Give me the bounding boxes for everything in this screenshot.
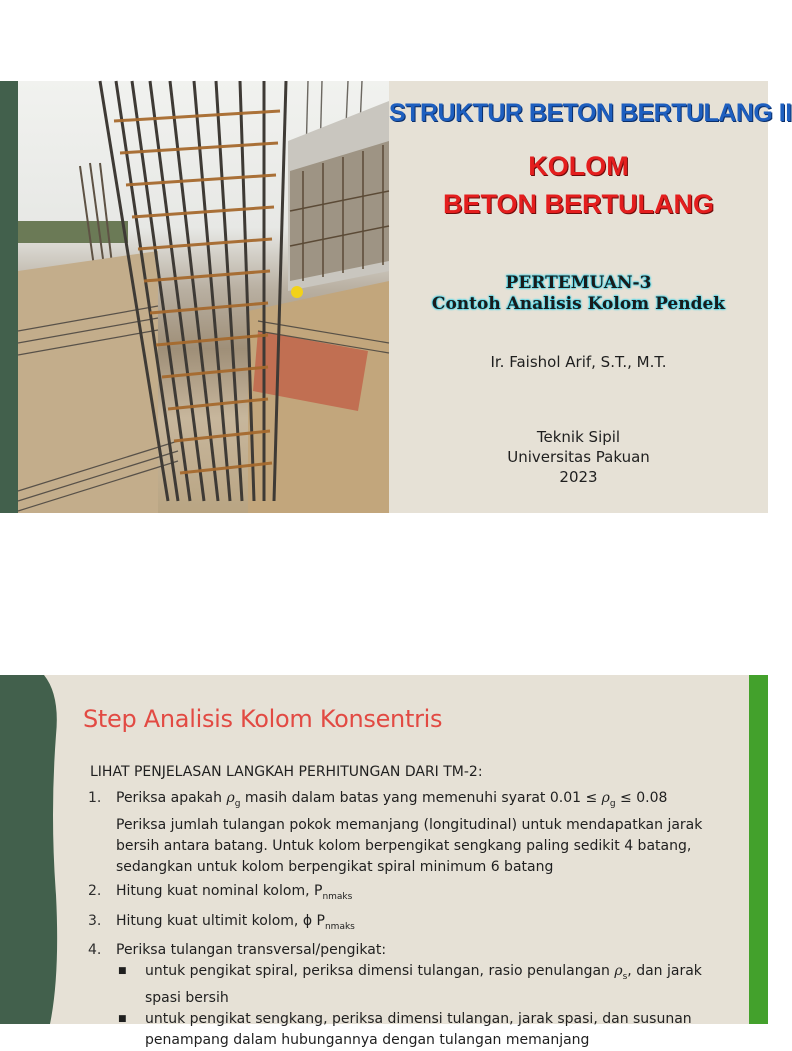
rebar-column-construction-photo bbox=[18, 81, 389, 513]
topic-heading-line-2: BETON BERTULANG bbox=[442, 189, 714, 219]
step-item-1 bbox=[88, 788, 738, 878]
step-number: 4. bbox=[88, 942, 102, 959]
step-number: 1. bbox=[88, 790, 102, 806]
step-number: 3. bbox=[88, 912, 102, 929]
step-4-text: Periksa tulangan transversal/pengikat: bbox=[116, 942, 387, 959]
step-3-text: Hitung kuat ultimit kolom, ϕ $P_{nmaks}$ bbox=[116, 912, 355, 932]
topic-heading-line-1: KOLOM bbox=[528, 151, 629, 181]
step-4-bullet-1: ■ untuk pengikat spiral, periksa dimensi tulangan, rasio penulangan $\rho_s$, dan jarak spasi bersih bbox=[118, 963, 702, 1007]
step-1-line-3: bersih antara batang. Untuk kolom berpengikat sengkang paling sedikit 4 batang, bbox=[116, 837, 692, 854]
right-accent-strip bbox=[749, 675, 768, 1024]
step-item-2 bbox=[88, 881, 738, 908]
year: 2023 bbox=[559, 468, 598, 486]
course-title: STRUKTUR BETON BERTULANG II bbox=[389, 99, 792, 127]
university: Universitas Pakuan bbox=[507, 448, 650, 466]
department: Teknik Sipil bbox=[536, 428, 621, 446]
step-4-bullet-2: ■ untuk pengikat sengkang, periksa dimensi tulangan, jarak spasi, dan susunan penampang dalam hubungannya dengan tulangan memanjang bbox=[118, 1011, 692, 1049]
step-1-line-4: sedangkan untuk kolom berpengikat spiral minimum 6 batang bbox=[116, 858, 554, 875]
steps-list bbox=[88, 788, 738, 1051]
step-item-4 bbox=[88, 940, 738, 961]
left-curved-accent bbox=[0, 675, 60, 1024]
square-bullet-icon: ■ bbox=[118, 1014, 127, 1025]
title-slide bbox=[0, 81, 792, 513]
step-1-line-1: Periksa apakah $\rho_g$ masih dalam batas yang memenuhi syarat $0.01 \le \rho_g \le 0.08$ bbox=[116, 790, 668, 809]
slide-heading: Step Analisis Kolom Konsentris bbox=[83, 705, 443, 733]
analysis-steps-slide bbox=[0, 675, 768, 1049]
step-number: 2. bbox=[88, 882, 102, 899]
author-name: Ir. Faishol Arif, S.T., M.T. bbox=[490, 353, 667, 371]
intro-line: LIHAT PENJELASAN LANGKAH PERHITUNGAN DARI TM-2: bbox=[90, 764, 483, 780]
meeting-number: PERTEMUAN-3 bbox=[505, 273, 652, 293]
step-1-line-2: Periksa jumlah tulangan pokok memanjang (longitudinal) untuk mendapatkan jarak bbox=[116, 816, 703, 833]
square-bullet-icon: ■ bbox=[118, 966, 127, 977]
left-accent-strip bbox=[0, 81, 18, 513]
meeting-topic: Contoh Analisis Kolom Pendek bbox=[431, 294, 726, 314]
step-2-text: Hitung kuat nominal kolom, $P_{nmaks}$ bbox=[116, 882, 353, 902]
institution-block bbox=[389, 427, 768, 487]
step-item-3 bbox=[88, 911, 738, 938]
